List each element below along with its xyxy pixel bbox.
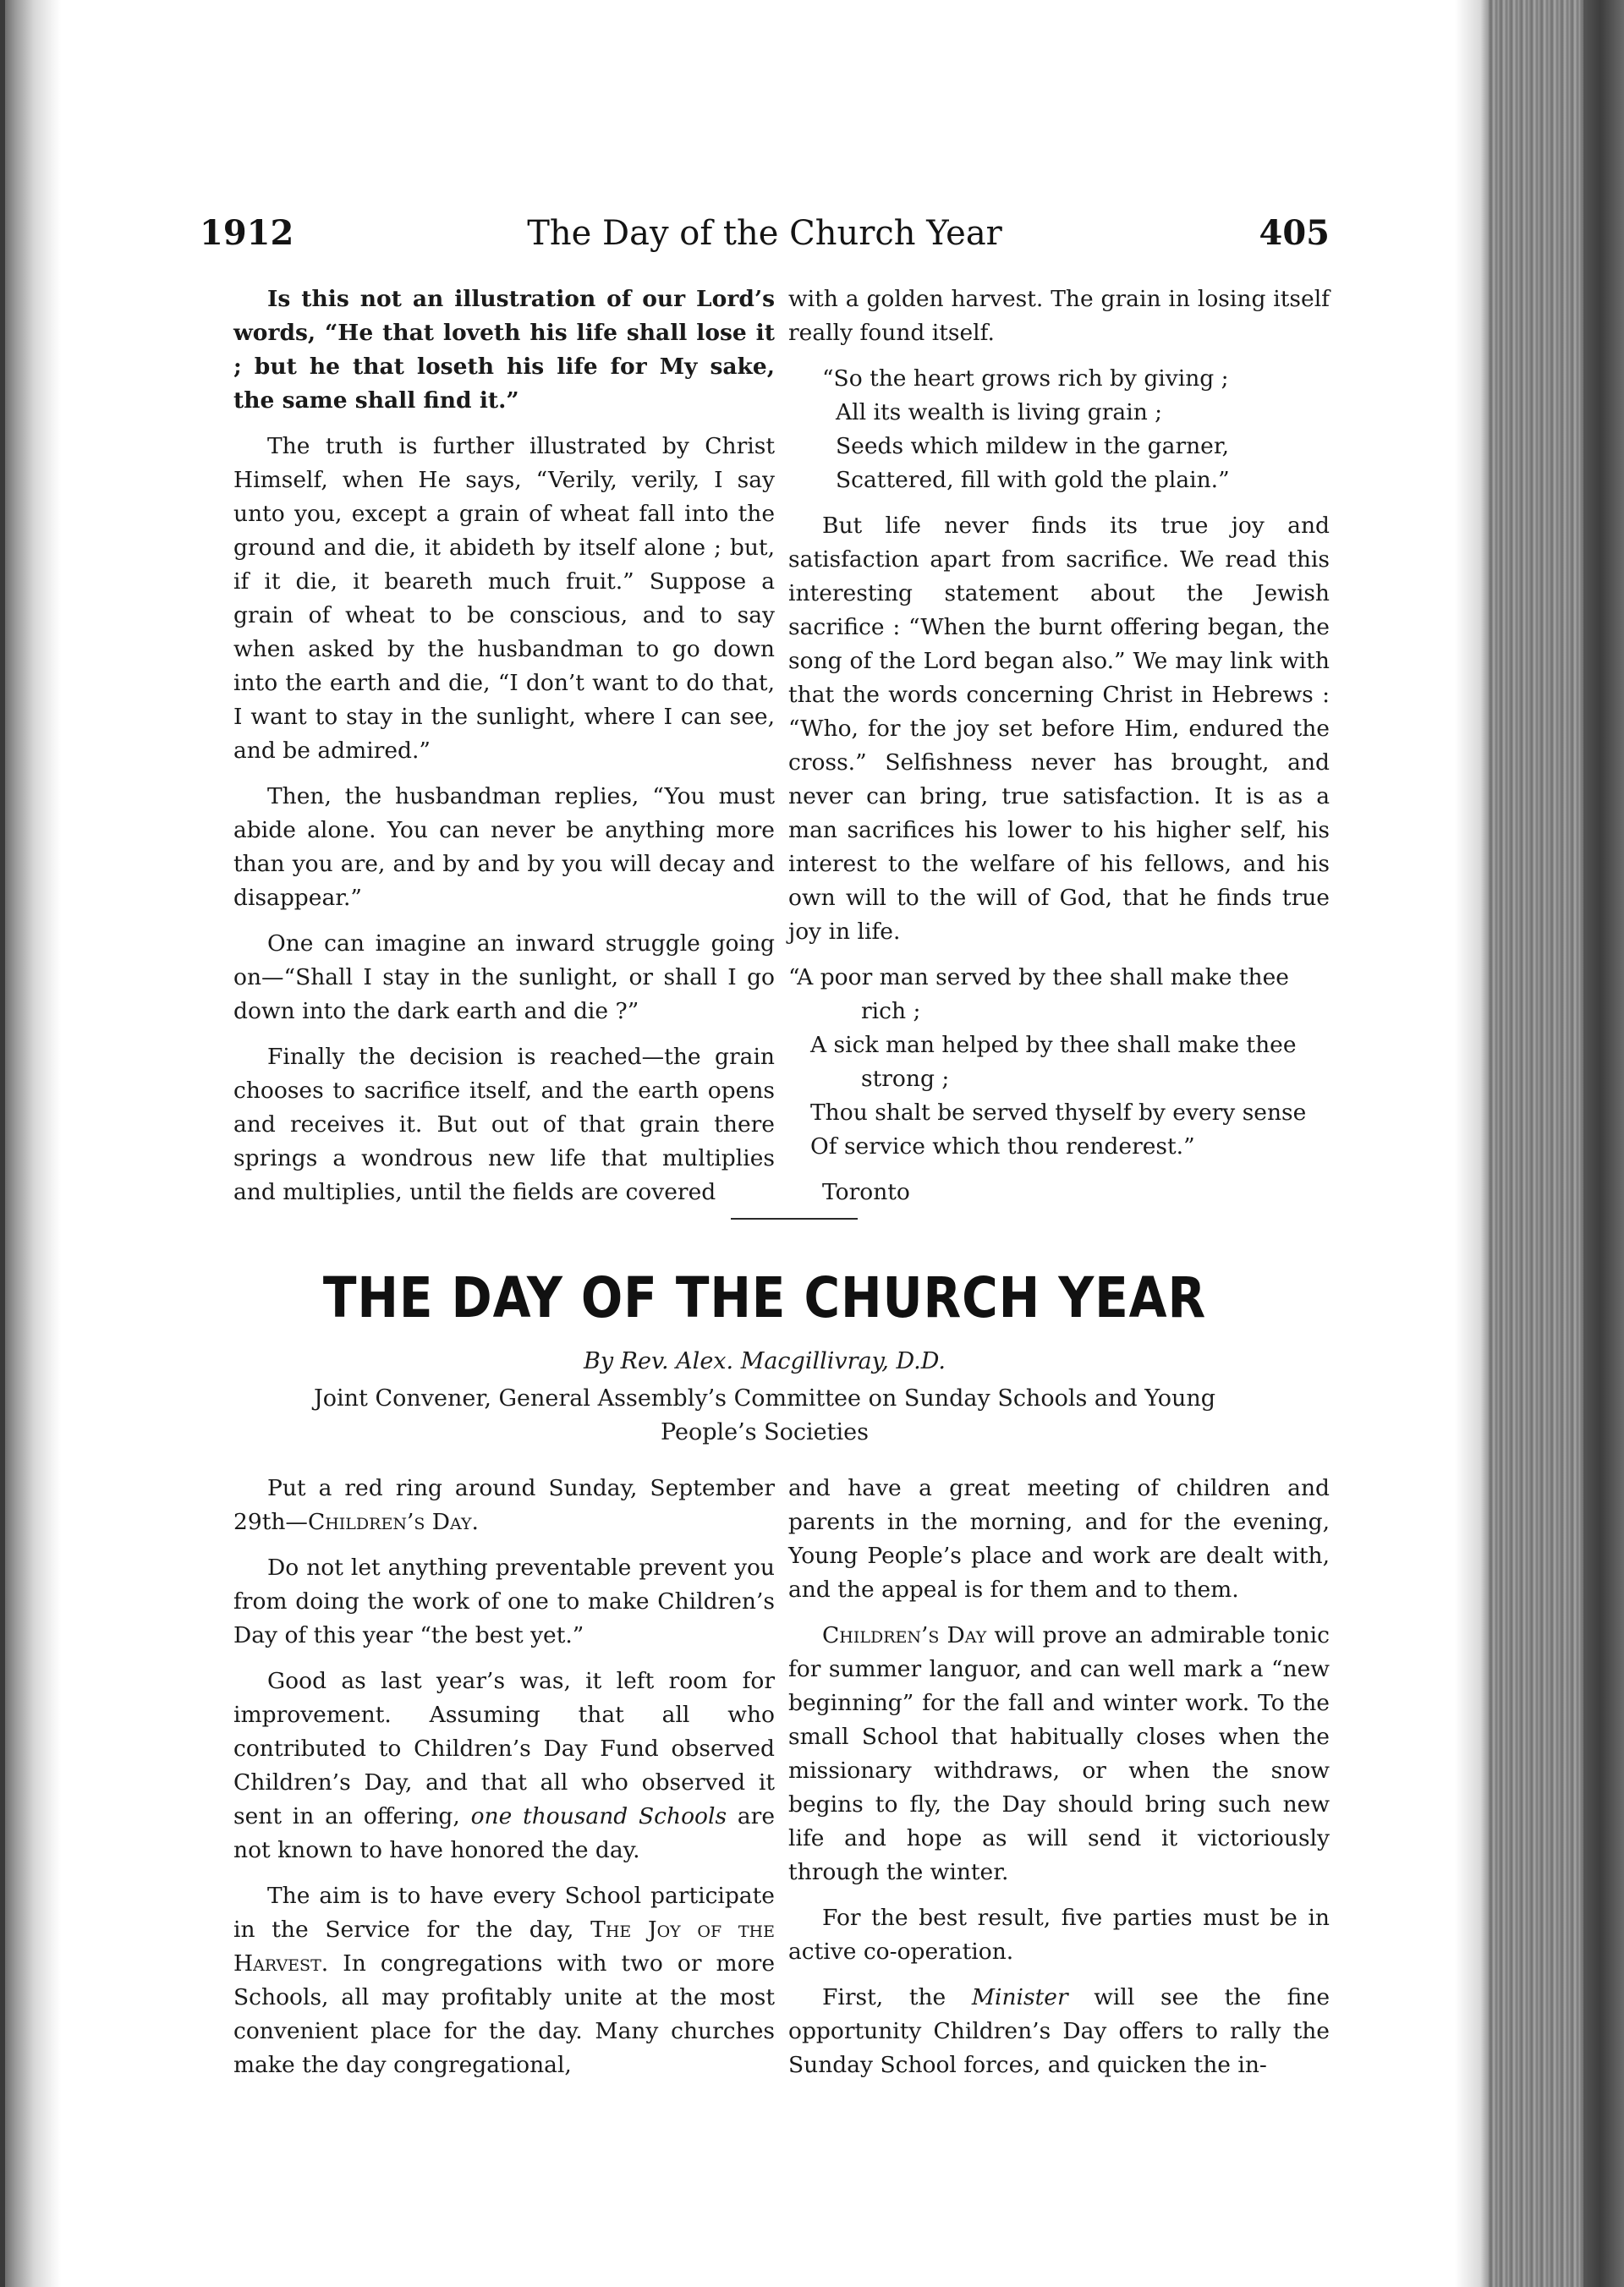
paragraph: [788, 1619, 1330, 1889]
paragraph: Then, the husbandman replies, “You must abide alone. You can never be anything more than you are, and by and by you will decay and disappear.”: [233, 783, 775, 911]
poem-line: Of service which thou renderest.”: [810, 1133, 1195, 1160]
paragraph: with a golden harvest. The grain in losing itself really found itself.: [788, 286, 1330, 346]
paragraph: But life never finds its true joy and satisfaction apart from sacrifice. We read this interesting statement about the Jewish sacrifice : “When the burnt offering began, the song of the Lord began also.” We may link with that the words concerning Christ in Hebrews : “Who, for the joy set before Him, endured the cross.” Selfishness never has brought, and never can bring, true satisfaction. It is as a man sacrifices his lower to his higher self, his interest to the welfare of his fellows, and his own will to the will of God, that he finds true joy in life.: [788, 513, 1330, 945]
signature: Toronto: [822, 1179, 910, 1205]
header-year: 1912: [200, 213, 294, 253]
document-page: [200, 201, 1330, 2147]
text-run: Good as last year’s was, it left room for improvement. Assuming that all who contributed to Children’s Day Fund observed Children’s Day, and that all who observed it sent in an offering,: [233, 1668, 775, 1829]
text-run: First, the: [822, 1984, 972, 2010]
poem-line: “So the heart grows rich by giving ;: [822, 365, 1229, 392]
italic-text: Minister: [971, 1984, 1068, 2010]
book-gutter-edge: [0, 0, 5, 2287]
poem-line: Seeds which mildew in the garner,: [836, 433, 1230, 459]
poem-line: A sick man helped by thee shall make thee: [810, 1032, 1297, 1058]
top-left-column: [233, 282, 775, 1221]
poem-line: Thou shalt be served thyself by every sense: [810, 1100, 1307, 1126]
paragraph: [233, 1879, 775, 2082]
header-title: The Day of the Church Year: [527, 214, 1002, 253]
paragraph: The truth is further illustrated by Christ Himself, when He says, “Verily, verily, I say unto you, except a grain of wheat fall into the ground and die, it abideth by itself alone ; but, if it die, it beareth much fruit.” Suppose a grain of wheat to be conscious, and to say when asked by the husbandman to go down into the earth and die, “I don’t want to do that, I want to stay in the sunlight, where I can see, and be admired.”: [233, 433, 775, 764]
paragraph: and have a great meeting of children and parents in the morning, and for the evening, Young People’s place and work are dealt with, and the appeal is for them and to them.: [788, 1475, 1330, 1603]
paragraph: One can imagine an inward struggle going on—“Shall I stay in the sunlight, or shall I go down into the dark earth and die ?”: [233, 930, 775, 1024]
paragraph: [233, 1665, 775, 1867]
small-caps-text: Children’s Day: [822, 1622, 987, 1648]
poem-stanza: [788, 362, 1330, 497]
text-run: Put a red ring around Sunday, September 29th—: [233, 1475, 775, 1535]
text-run: The aim is to have every School participate in the Service for the day,: [233, 1883, 775, 1943]
text-run: . In congregations with two or more Schools, all may profitably unite at the most convenient place for the day. Many churches make the day congregational,: [233, 1950, 775, 2078]
book-gutter-shadow: [0, 0, 61, 2287]
paragraph: Is this not an illustration of our Lord’s words, “He that loveth his life shall lose it ; but he that loseth his life for My sake, the same shall find it.”: [233, 286, 775, 414]
bottom-right-column: [788, 1472, 1330, 2094]
poem-line: strong ;: [861, 1066, 950, 1092]
page-number: 405: [1259, 213, 1330, 253]
paragraph: Finally the decision is reached—the grain chooses to sacrifice itself, and the earth opens and receives it. But out of that grain there springs a wondrous new life that multiplies and multiplies, until the fields are covered: [233, 1044, 775, 1205]
text-run: will see the fine opportunity Children’s Day offers to rally the Sunday School forces, and quicken the in-: [788, 1984, 1330, 2078]
paragraph: [788, 1981, 1330, 2082]
italic-text: one thousand Schools: [470, 1803, 727, 1829]
small-caps-text: The Joy of the Harvest: [233, 1917, 775, 1977]
poem-line: All its wealth is living grain ;: [836, 399, 1163, 425]
poem-line: rich ;: [861, 998, 921, 1024]
bottom-left-column: [233, 1472, 775, 2094]
book-spine-edge: [1583, 0, 1624, 2287]
running-header: [200, 208, 1330, 259]
text-run: .: [471, 1509, 479, 1535]
paragraph: [233, 1472, 775, 1539]
paragraph: Do not let anything preventable prevent you from doing the work of one to make Children’s Day of this year “the best yet.”: [233, 1555, 775, 1648]
page-edge-shadow: [1455, 0, 1489, 2287]
text-run: are not known to have honored the day.: [233, 1803, 776, 1863]
author-affiliation: Joint Convener, General Assembly’s Committee on Sunday Schools and Young People’s Societies: [313, 1385, 1216, 1445]
poem-line: Scattered, fill with gold the plain.”: [836, 467, 1230, 493]
section-divider: [731, 1218, 858, 1220]
top-right-column: [788, 282, 1330, 1221]
small-caps-text: Children’s Day: [307, 1509, 472, 1535]
paragraph: For the best result, five parties must be in active co-operation.: [788, 1905, 1330, 1965]
poem-stanza: [788, 961, 1330, 1164]
article-byline: By Rev. Alex. Macgillivray, D.D.: [583, 1348, 946, 1374]
poem-line: “A poor man served by thee shall make thee: [788, 964, 1289, 990]
text-run: will prove an admirable tonic for summer languor, and can well mark a “new beginning” for the fall and winter work. To the small School that habitually closes when the missionary withdraws, or when the snow begins to fly, the Day should bring such new life and hope as will send it victoriously through the winter.: [788, 1622, 1330, 1885]
article-title: THE DAY OF THE CHURCH YEAR: [322, 1265, 1207, 1330]
